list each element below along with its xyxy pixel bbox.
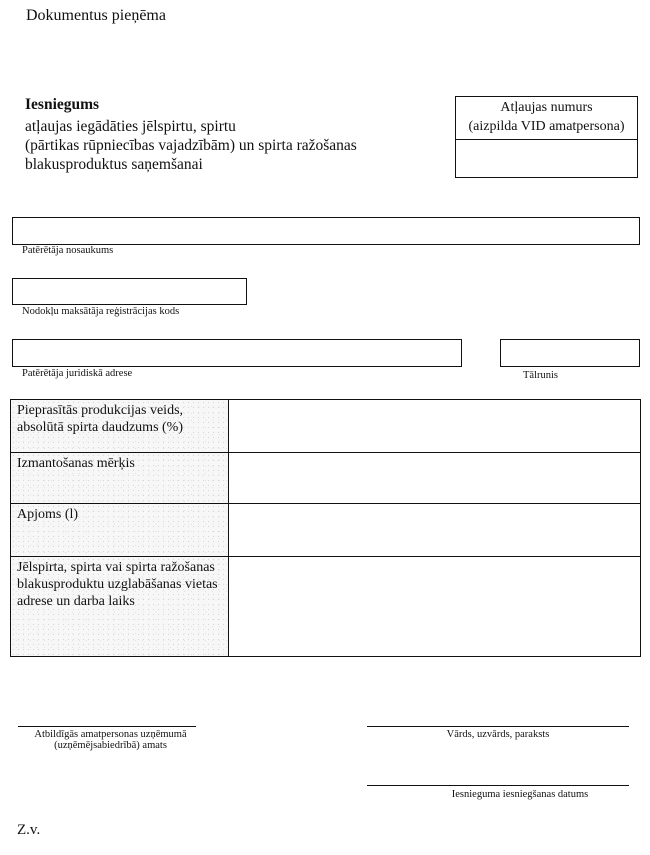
product-type-input[interactable] [229, 400, 640, 452]
row-label-product-type: Pieprasītās produkcijas veids, absolūtā spirta daudzums (%) [11, 400, 229, 452]
official-position-line[interactable] [18, 726, 196, 727]
submission-date-line[interactable] [367, 785, 629, 786]
taxpayer-code-label: Nodokļu maksātāja reģistrācijas kods [22, 306, 180, 317]
signature-line[interactable] [367, 726, 629, 727]
permit-number-header [456, 97, 637, 140]
row-label-volume: Apjoms (l) [11, 504, 229, 556]
purpose-input[interactable] [229, 453, 640, 503]
legal-address-field[interactable] [12, 339, 462, 367]
phone-label: Tālrunis [523, 370, 558, 381]
storage-address-input[interactable] [229, 557, 640, 656]
submission-date-label: Iesnieguma iesniegšanas datums [451, 789, 589, 800]
volume-input[interactable] [229, 504, 640, 556]
row-label-purpose: Izmantošanas mērķis [11, 453, 229, 503]
table-row [11, 452, 640, 503]
signature-label: Vārds, uzvārds, paraksts [446, 729, 550, 740]
taxpayer-code-field[interactable] [12, 278, 247, 305]
legal-address-label: Patērētāja juridiskā adrese [22, 368, 133, 379]
table-row [11, 556, 640, 656]
table-row [11, 400, 640, 452]
permit-number-field[interactable] [456, 140, 637, 177]
permit-number-note: (aizpilda VID amatpersona) [468, 119, 625, 134]
official-position-label-line-1: Atbildīgās amatpersonas uzņēmumā [34, 729, 187, 740]
permit-number-box [455, 96, 638, 178]
product-details-table [10, 399, 641, 657]
row-label-storage-address: Jēlspirta, spirta vai spirta ražošanas blakusproduktu uzglabāšanas vietas adrese un darba laiks [11, 557, 229, 656]
document-received-header: Dokumentus pieņēma [26, 7, 166, 24]
consumer-name-field[interactable] [12, 217, 640, 245]
seal-placeholder: Z.v. [17, 822, 41, 838]
table-row [11, 503, 640, 556]
application-subtitle-line-2: (pārtikas rūpniecības vajadzībām) un spirta ražošanas [25, 137, 357, 154]
phone-field[interactable] [500, 339, 640, 367]
application-title: Iesniegums [25, 96, 100, 113]
permit-number-label: Atļaujas numurs [500, 100, 593, 115]
application-subtitle-line-3: blakusproduktus saņemšanai [25, 156, 203, 173]
official-position-label [8, 729, 213, 751]
official-position-label-line-2: (uzņēmējsabiedrībā) amats [54, 740, 167, 751]
consumer-name-label: Patērētāja nosaukums [22, 245, 114, 256]
application-subtitle-line-1: atļaujas iegādāties jēlspirtu, spirtu [25, 118, 236, 135]
